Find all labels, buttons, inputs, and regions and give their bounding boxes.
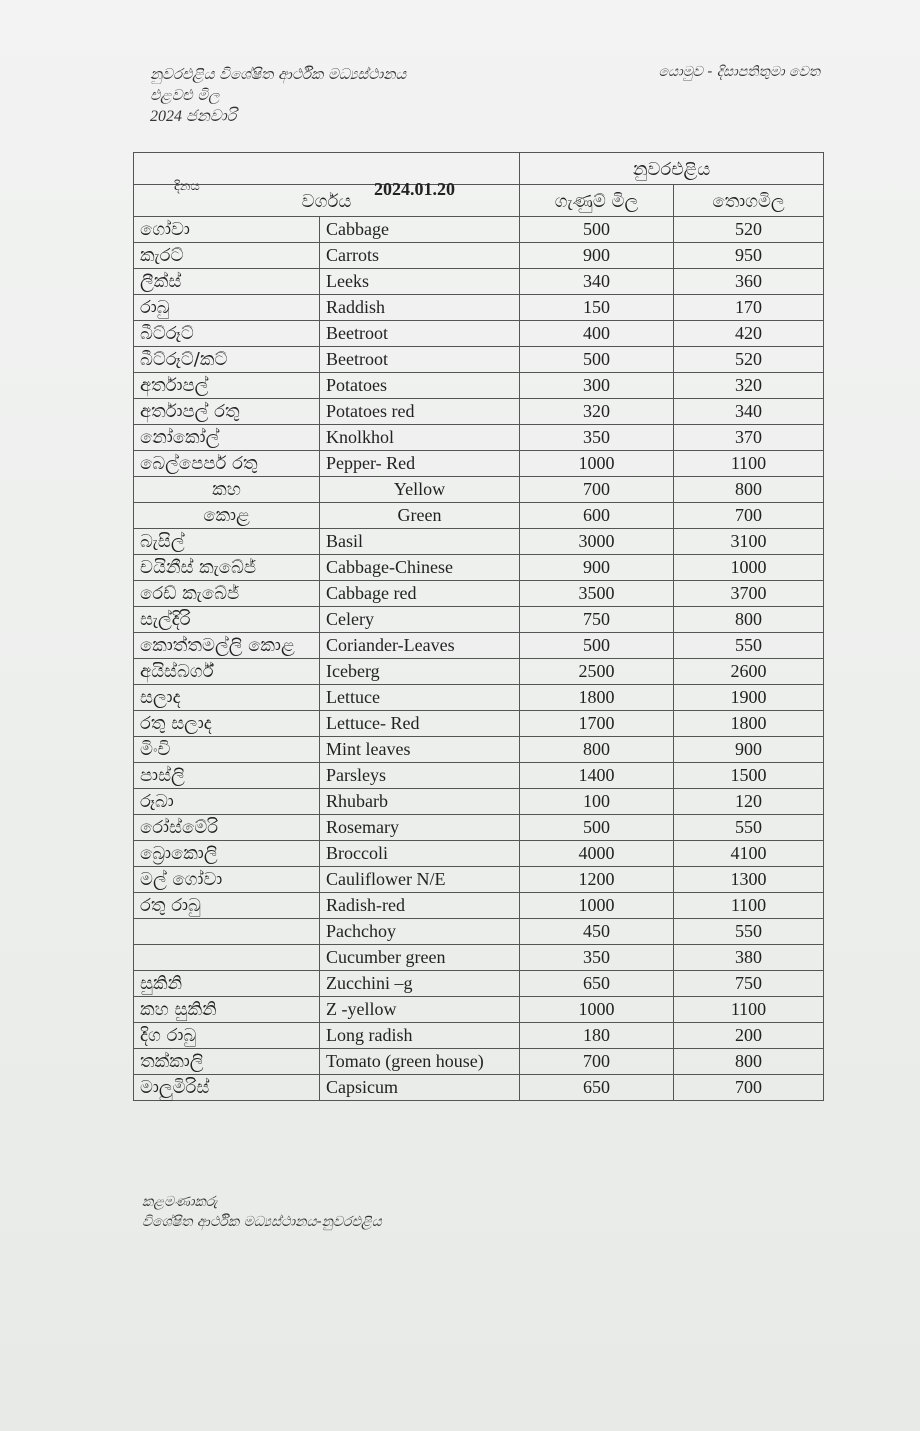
buy-price-cell: 2500 — [520, 659, 674, 685]
recipient-line: යොමුව - දිසාපතිතුමා වෙත — [658, 64, 820, 80]
sinhala-name-cell: රෝස්මේරි — [134, 815, 320, 841]
table-row — [134, 581, 824, 607]
sinhala-name-cell: රූබා — [134, 789, 320, 815]
wholesale-price-cell: 1500 — [674, 763, 824, 789]
buy-price-cell: 1800 — [520, 685, 674, 711]
english-name-cell: Yellow — [320, 477, 520, 503]
table-row — [134, 217, 824, 243]
wholesale-price-cell: 700 — [674, 503, 824, 529]
price-table — [133, 152, 824, 1101]
sinhala-name-cell: කහ — [134, 477, 320, 503]
item-column-header: වර්ගය — [134, 185, 520, 217]
buy-price-cell: 3500 — [520, 581, 674, 607]
buy-price-cell: 150 — [520, 295, 674, 321]
sinhala-name-cell: අර්තාපල් රතු — [134, 399, 320, 425]
table-row — [134, 321, 824, 347]
sinhala-name-cell: බීට්රූට්/කට් — [134, 347, 320, 373]
table-header-row — [134, 153, 824, 185]
sinhala-name-cell: චයිනීස් කැබේජ් — [134, 555, 320, 581]
table-row — [134, 841, 824, 867]
wholesale-price-cell: 1100 — [674, 451, 824, 477]
wholesale-price-cell: 950 — [674, 243, 824, 269]
english-name-cell: Cauliflower N/E — [320, 867, 520, 893]
english-name-cell: Broccoli — [320, 841, 520, 867]
table-row — [134, 633, 824, 659]
buy-price-cell: 1400 — [520, 763, 674, 789]
table-row — [134, 347, 824, 373]
wholesale-price-cell: 700 — [674, 1075, 824, 1101]
wholesale-price-cell: 370 — [674, 425, 824, 451]
english-name-cell: Cabbage red — [320, 581, 520, 607]
buy-price-cell: 1000 — [520, 997, 674, 1023]
buy-price-cell: 500 — [520, 633, 674, 659]
sinhala-name-cell: අයිස්බර්ග් — [134, 659, 320, 685]
table-row — [134, 269, 824, 295]
table-row — [134, 867, 824, 893]
buy-price-cell: 320 — [520, 399, 674, 425]
date-cell — [134, 153, 520, 199]
table-row — [134, 659, 824, 685]
buy-price-cell: 500 — [520, 815, 674, 841]
buy-price-cell: 350 — [520, 425, 674, 451]
table-row — [134, 789, 824, 815]
buy-price-cell: 100 — [520, 789, 674, 815]
table-row — [134, 763, 824, 789]
date-label: දිනය — [174, 179, 200, 194]
english-name-cell: Cabbage-Chinese — [320, 555, 520, 581]
table-row — [134, 425, 824, 451]
wholesale-price-cell: 750 — [674, 971, 824, 997]
wholesale-price-cell: 2600 — [674, 659, 824, 685]
english-name-cell: Radish-red — [320, 893, 520, 919]
sinhala-name-cell: මල් ගෝවා — [134, 867, 320, 893]
sinhala-name-cell: බැසිල් — [134, 529, 320, 555]
buy-price-cell: 3000 — [520, 529, 674, 555]
english-name-cell: Iceberg — [320, 659, 520, 685]
english-name-cell: Carrots — [320, 243, 520, 269]
english-name-cell: Cucumber green — [320, 945, 520, 971]
column-header-row — [134, 185, 824, 217]
wholesale-price-cell: 3100 — [674, 529, 824, 555]
english-name-cell: Zucchini –g — [320, 971, 520, 997]
english-name-cell: Pepper- Red — [320, 451, 520, 477]
table-row — [134, 373, 824, 399]
english-name-cell: Lettuce — [320, 685, 520, 711]
sinhala-name-cell: බෙල්පෙපර් රතු — [134, 451, 320, 477]
wholesale-price-cell: 550 — [674, 815, 824, 841]
table-row — [134, 737, 824, 763]
document-subtitle: එළවළු මිල — [150, 86, 220, 104]
table-row — [134, 503, 824, 529]
sinhala-name-cell: ගෝවා — [134, 217, 320, 243]
table-row — [134, 607, 824, 633]
sinhala-name-cell: රාබු — [134, 295, 320, 321]
sinhala-name-cell: කහ සුකිනි — [134, 997, 320, 1023]
sinhala-name-cell: බ්‍රොකොලි — [134, 841, 320, 867]
institution-name: නුවරඑළිය විශේෂිත ආර්ථික මධ්‍යස්ථානය — [150, 65, 407, 83]
english-name-cell: Long radish — [320, 1023, 520, 1049]
sinhala-name-cell: නෝකෝල් — [134, 425, 320, 451]
wholesale-price-cell: 3700 — [674, 581, 824, 607]
table-row — [134, 971, 824, 997]
wholesale-price-cell: 320 — [674, 373, 824, 399]
sinhala-name-cell: ලීක්ස් — [134, 269, 320, 295]
english-name-cell: Tomato (green house) — [320, 1049, 520, 1075]
buy-price-cell: 650 — [520, 1075, 674, 1101]
signatory-office: විශේෂිත ආර්ථික මධ්‍යස්ථානය-නුවරඑළිය — [142, 1214, 382, 1230]
english-name-cell: Z -yellow — [320, 997, 520, 1023]
table-row — [134, 451, 824, 477]
buy-price-cell: 1000 — [520, 451, 674, 477]
english-name-cell: Rhubarb — [320, 789, 520, 815]
buy-price-cell: 900 — [520, 555, 674, 581]
english-name-cell: Lettuce- Red — [320, 711, 520, 737]
buy-price-cell: 500 — [520, 347, 674, 373]
english-name-cell: Basil — [320, 529, 520, 555]
buy-price-cell: 600 — [520, 503, 674, 529]
wholesale-price-cell: 800 — [674, 1049, 824, 1075]
buy-price-header: ගැණුම් මිල — [520, 185, 674, 217]
english-name-cell: Coriander-Leaves — [320, 633, 520, 659]
sinhala-name-cell: කොත්තමල්ලි කොළ — [134, 633, 320, 659]
wholesale-price-cell: 120 — [674, 789, 824, 815]
sinhala-name-cell: රෙඩ් කැබේජ් — [134, 581, 320, 607]
wholesale-price-cell: 200 — [674, 1023, 824, 1049]
table-row — [134, 1023, 824, 1049]
sinhala-name-cell: මාලුමිරිස් — [134, 1075, 320, 1101]
english-name-cell: Beetroot — [320, 321, 520, 347]
table-row — [134, 685, 824, 711]
wholesale-price-cell: 520 — [674, 347, 824, 373]
wholesale-price-cell: 1100 — [674, 997, 824, 1023]
buy-price-cell: 1200 — [520, 867, 674, 893]
table-row — [134, 243, 824, 269]
wholesale-price-cell: 520 — [674, 217, 824, 243]
table-row — [134, 711, 824, 737]
wholesale-price-cell: 1300 — [674, 867, 824, 893]
document-header — [150, 64, 406, 127]
sinhala-name-cell: දිග රාබු — [134, 1023, 320, 1049]
table-row — [134, 295, 824, 321]
sinhala-name-cell: සලාද — [134, 685, 320, 711]
wholesale-price-header: තොගමිල — [674, 185, 824, 217]
sinhala-name-cell: රතු රාබු — [134, 893, 320, 919]
buy-price-cell: 450 — [520, 919, 674, 945]
buy-price-cell: 1700 — [520, 711, 674, 737]
buy-price-cell: 750 — [520, 607, 674, 633]
english-name-cell: Celery — [320, 607, 520, 633]
sinhala-name-cell: බීට්රූට් — [134, 321, 320, 347]
buy-price-cell: 1000 — [520, 893, 674, 919]
table-row — [134, 1075, 824, 1101]
wholesale-price-cell: 550 — [674, 919, 824, 945]
english-name-cell: Leeks — [320, 269, 520, 295]
wholesale-price-cell: 420 — [674, 321, 824, 347]
table-row — [134, 555, 824, 581]
date-value: 2024.01.20 — [374, 179, 455, 199]
sinhala-name-cell: රතු සලාද — [134, 711, 320, 737]
table-row — [134, 1049, 824, 1075]
english-name-cell: Parsleys — [320, 763, 520, 789]
english-name-cell: Knolkhol — [320, 425, 520, 451]
buy-price-cell: 340 — [520, 269, 674, 295]
sinhala-name-cell: මිංචි — [134, 737, 320, 763]
wholesale-price-cell: 360 — [674, 269, 824, 295]
wholesale-price-cell: 1100 — [674, 893, 824, 919]
buy-price-cell: 500 — [520, 217, 674, 243]
english-name-cell: Capsicum — [320, 1075, 520, 1101]
sinhala-name-cell — [134, 919, 320, 945]
table-row — [134, 477, 824, 503]
sinhala-name-cell: කැරට් — [134, 243, 320, 269]
sinhala-name-cell: සැල්දිරි — [134, 607, 320, 633]
wholesale-price-cell: 1000 — [674, 555, 824, 581]
wholesale-price-cell: 380 — [674, 945, 824, 971]
table-row — [134, 529, 824, 555]
english-name-cell: Raddish — [320, 295, 520, 321]
wholesale-price-cell: 340 — [674, 399, 824, 425]
buy-price-cell: 650 — [520, 971, 674, 997]
buy-price-cell: 4000 — [520, 841, 674, 867]
table-row — [134, 997, 824, 1023]
buy-price-cell: 800 — [520, 737, 674, 763]
english-name-cell: Cabbage — [320, 217, 520, 243]
wholesale-price-cell: 1900 — [674, 685, 824, 711]
sinhala-name-cell — [134, 945, 320, 971]
buy-price-cell: 300 — [520, 373, 674, 399]
region-header: නුවරඑළිය — [520, 153, 824, 185]
english-name-cell: Potatoes red — [320, 399, 520, 425]
buy-price-cell: 700 — [520, 1049, 674, 1075]
wholesale-price-cell: 900 — [674, 737, 824, 763]
document-month: 2024 ජනවාරි — [150, 108, 237, 125]
wholesale-price-cell: 1800 — [674, 711, 824, 737]
wholesale-price-cell: 800 — [674, 477, 824, 503]
table-row — [134, 893, 824, 919]
table-row — [134, 399, 824, 425]
english-name-cell: Rosemary — [320, 815, 520, 841]
buy-price-cell: 900 — [520, 243, 674, 269]
sinhala-name-cell: කොළ — [134, 503, 320, 529]
buy-price-cell: 180 — [520, 1023, 674, 1049]
sinhala-name-cell: පාස්ලි — [134, 763, 320, 789]
english-name-cell: Potatoes — [320, 373, 520, 399]
table-row — [134, 945, 824, 971]
document-footer — [142, 1192, 382, 1232]
wholesale-price-cell: 550 — [674, 633, 824, 659]
wholesale-price-cell: 4100 — [674, 841, 824, 867]
sinhala-name-cell: තක්කාලි — [134, 1049, 320, 1075]
english-name-cell: Green — [320, 503, 520, 529]
buy-price-cell: 350 — [520, 945, 674, 971]
wholesale-price-cell: 800 — [674, 607, 824, 633]
table-row — [134, 919, 824, 945]
sinhala-name-cell: සුකිනි — [134, 971, 320, 997]
english-name-cell: Mint leaves — [320, 737, 520, 763]
buy-price-cell: 700 — [520, 477, 674, 503]
table-row — [134, 815, 824, 841]
sinhala-name-cell: අර්තාපල් — [134, 373, 320, 399]
english-name-cell: Beetroot — [320, 347, 520, 373]
signatory-role: කළමණාකරු — [142, 1194, 218, 1210]
wholesale-price-cell: 170 — [674, 295, 824, 321]
buy-price-cell: 400 — [520, 321, 674, 347]
english-name-cell: Pachchoy — [320, 919, 520, 945]
